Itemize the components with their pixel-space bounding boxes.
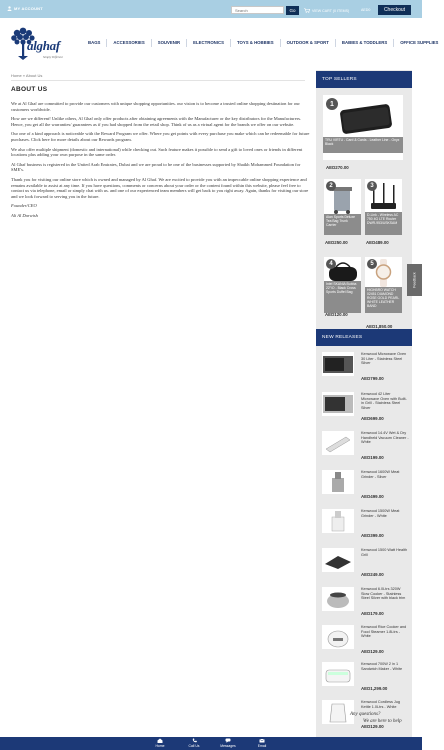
nav-bags[interactable]: BAGS: [88, 40, 101, 45]
view-cart-link[interactable]: [304, 8, 349, 13]
product-name: Alan Sports Deluxe Tea Bag Trunk Carrier: [324, 214, 361, 235]
product-price: AED799.00: [361, 376, 384, 381]
top-seller-item-3[interactable]: [365, 179, 402, 235]
microwave-image: [322, 352, 354, 376]
feedback-tab[interactable]: [407, 264, 422, 296]
new-release-item[interactable]: [322, 509, 410, 547]
nav-accessories[interactable]: ACCESSORIES: [106, 39, 150, 47]
bottom-nav-email[interactable]: [251, 737, 273, 750]
product-price: AED270.00: [326, 165, 349, 170]
phone-icon: [192, 738, 197, 743]
logo-wordmark: alghaf: [27, 38, 60, 53]
bottom-nav-bar: [0, 737, 422, 750]
product-price: AED179.00: [361, 611, 384, 616]
product-name: Kenwood 6.0Ltrs 320W Slow Cooker - Stainless Steel Silver with black trim: [361, 587, 406, 600]
product-name: D-Link - Wireless AC 750 4G LTE Router DWR-953/USKSAM: [365, 212, 402, 235]
logo[interactable]: [10, 27, 68, 63]
sandwich-maker-image: [322, 662, 354, 686]
envelope-icon: [259, 738, 265, 743]
about-article: [11, 101, 311, 223]
product-name: Kenwood Cordless Jug Kettle 1.0Ltrs - White: [361, 700, 401, 709]
bottom-nav-label: Home: [155, 744, 165, 748]
product-name: TRU VIRTU - Card & Cards - Leather Line - Onyx Black: [323, 137, 403, 153]
nav-souvenir[interactable]: SOUVENIR: [151, 39, 186, 47]
new-release-item[interactable]: [322, 431, 410, 469]
breadcrumb[interactable]: Home » About Us: [11, 73, 43, 78]
my-account-label: MY ACCOUNT: [14, 6, 43, 11]
checkout-button[interactable]: Checkout: [378, 5, 411, 15]
breadcrumb-divider: [11, 80, 305, 81]
rice-cooker-image: [322, 625, 354, 649]
health-grill-image: [322, 548, 354, 572]
product-price: AED499.00: [361, 494, 384, 499]
signature-name: Ali Al Darwish: [11, 212, 38, 218]
top-seller-item-1[interactable]: [323, 95, 403, 160]
product-price: AED199.00: [361, 455, 384, 460]
product-name: HIGHBRO WATCH 02451 DIAMOND ROSE GOLD PEARL WHITE LEATHER BAND: [365, 287, 402, 313]
feedback-label: Feedback: [412, 272, 417, 288]
search-go-button[interactable]: Go: [286, 6, 299, 15]
vacuum-image: [322, 431, 354, 455]
meat-grinder-image: [322, 470, 354, 494]
new-release-item[interactable]: [322, 587, 410, 625]
product-name: Kenwood 700W 2 in 1 Sandwich Maker - White: [361, 662, 403, 671]
my-account-link[interactable]: [7, 6, 43, 11]
product-price: AED1,850.00: [366, 324, 393, 329]
bottom-nav-label: Email: [257, 744, 267, 748]
product-price: AED250.00: [325, 240, 348, 245]
product-name: Kenwood 1500W Meat Grinder - White: [361, 509, 400, 518]
nav-babies-toddlers[interactable]: BABIES & TODDLERS: [335, 39, 393, 47]
product-name: Kenwood 42 Liter Microwave Oven with Built-in Grill - Stainless Steel Silver: [361, 392, 407, 410]
bottom-nav-call[interactable]: [183, 737, 205, 750]
product-name: Kenwood 1600W Meat Grinder - Silver: [361, 470, 400, 479]
rank-badge: 5: [367, 259, 377, 269]
microwave-image: [322, 392, 354, 416]
bottom-nav-label: Messages: [220, 744, 236, 748]
chat-prompt[interactable]: [350, 711, 412, 725]
product-price: AED399.00: [361, 533, 384, 538]
new-release-item[interactable]: [322, 392, 410, 430]
article-paragraph: Al Ghaf business is registered in the United Arab Emirates, Dubai and we are proud to be one of the businesses supported by Shaikh Mohammed Foundation for SME's.: [11, 161, 301, 173]
user-icon: [7, 6, 12, 11]
article-paragraph: We also offer multiple shipment (domestic and international) while checking out. Such feature makes it possible to send a gift to loved ones or friends in different locations plus adding your own purpose in the same order.: [11, 146, 303, 158]
nav-toys-hobbies[interactable]: TOYS & HOBBIES: [230, 39, 280, 47]
new-release-item[interactable]: [322, 352, 410, 390]
search-input[interactable]: [231, 6, 284, 14]
product-name: Kenwood 1500 Watt Health Grill: [361, 548, 408, 557]
bottom-nav-label: Call Us: [188, 744, 200, 748]
new-releases-heading: NEW RELEASES: [316, 329, 412, 346]
article-paragraph: Our one of a kind approach is noticeable with the Reward Program we offer. Where you get points with every purchase you make which can be redeemable for future purchases. Click here for more details about our Rewards program.: [11, 131, 310, 142]
new-release-item[interactable]: [322, 662, 410, 700]
article-paragraph: How are we different! Unlike others, Al Ghaf only offer products after obtaining agreements with the Manufacturer or the key distributors for the Manufacturers. Hence, you get all the warranties/ guarantees as if you had shopped from the retail shop. Think of us as a virtual agent for the brands we offer on our website.: [11, 116, 302, 127]
product-name: Intel SKANIA Bubba 22"/O - Black Cross Sports Duffel Bag: [324, 281, 361, 313]
rank-badge: 1: [326, 98, 338, 110]
nav-outdoor-sport[interactable]: OUTDOOR & SPORT: [280, 39, 335, 47]
product-price: AED699.00: [361, 416, 384, 421]
product-price: AED1,299.00: [361, 686, 388, 691]
product-name: Kenwood Rice Cooker and Food Steamer 1.8Ltrs - White: [361, 625, 407, 638]
cart-total: AED0: [361, 8, 371, 12]
top-seller-item-5[interactable]: [365, 257, 402, 313]
top-seller-item-2[interactable]: [324, 179, 361, 235]
product-name: Kenwood Microwave Oven 30 Liter - Stainless Steel Silver: [361, 352, 407, 365]
logo-tagline: Simply Different: [43, 55, 63, 59]
main-nav: [82, 39, 444, 47]
rank-badge: 4: [326, 259, 336, 269]
new-release-item[interactable]: [322, 548, 410, 586]
bottom-nav-home[interactable]: [149, 737, 171, 750]
card-wallet-image: [333, 99, 395, 139]
chat-line-2: We are here to help: [363, 719, 402, 724]
nav-electronics[interactable]: ELECTRONICS: [186, 39, 230, 47]
product-price: AED489.00: [366, 240, 389, 245]
page-title: ABOUT US: [11, 86, 48, 93]
chat-bubble-icon: [225, 738, 231, 743]
new-release-item[interactable]: [322, 625, 410, 663]
article-paragraph: We at Al Ghaf are committed to provide our customers with unique shopping opportunities. our vision is to become a trusted online shopping destination for our customers worldwide.: [11, 101, 300, 112]
rank-badge: 2: [326, 181, 336, 191]
view-cart-label: VIEW CART (0 ITEMS): [312, 8, 350, 13]
bottom-nav-messages[interactable]: [217, 737, 239, 750]
product-price: AED249.00: [361, 572, 384, 577]
chat-line-1: Any questions?: [350, 712, 381, 717]
article-paragraph: Thank you for visiting our online store which is owned and managed by Al Ghaf. We are excited to provide you with an impeccable online shopping experience and remains available to assist at any time. If you have questions, comments or concerns about your order or the content found within this website, please feel free to contact us via telephone, email or simply chat with us. and one of our experienced team members will get back to you right away. Again, thanks for visiting our store and we look forward to serving you in the future.: [11, 176, 309, 199]
cart-icon: [304, 8, 310, 13]
nav-office-supplies[interactable]: OFFICE SUPPLIES: [393, 39, 444, 47]
signature-role: Founder/CEO: [11, 203, 37, 209]
product-name: Kenwood 14.4V Wet & Dry Handheld Vacuum Cleaner - White: [361, 431, 409, 444]
product-price: AED129.00: [361, 724, 384, 729]
new-release-item[interactable]: [322, 470, 410, 508]
product-price: AED120.00: [325, 312, 348, 317]
slow-cooker-image: [322, 587, 354, 611]
meat-grinder-image: [322, 509, 354, 533]
home-icon: [157, 738, 163, 743]
rank-badge: 3: [367, 181, 377, 191]
top-seller-item-4[interactable]: [324, 257, 361, 313]
product-price: AED129.00: [361, 649, 384, 654]
top-sellers-heading: TOP SELLERS: [316, 71, 412, 88]
top-bar: [0, 0, 422, 18]
